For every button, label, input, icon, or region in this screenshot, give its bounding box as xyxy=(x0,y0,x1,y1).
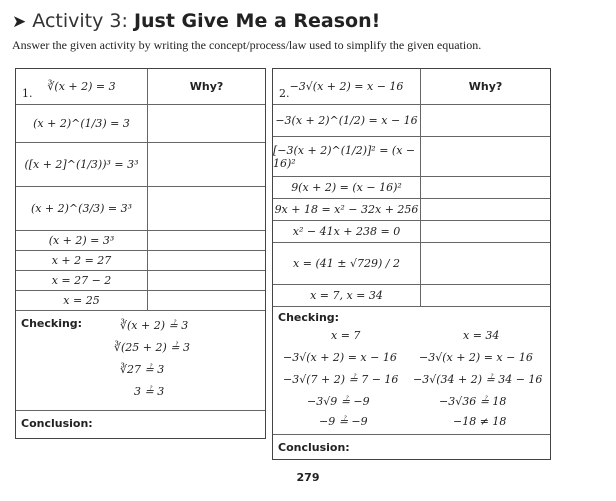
table-1-header-row xyxy=(16,69,265,105)
reason-cell[interactable] xyxy=(148,187,265,230)
table-row xyxy=(16,105,265,143)
checking-left-line: −3√9 ≟ −9 xyxy=(307,395,370,408)
checking-left-line: −9 ≟ −9 xyxy=(319,415,368,428)
reason-cell[interactable] xyxy=(148,251,265,270)
table-1-equation-cell xyxy=(16,69,148,104)
reason-cell[interactable] xyxy=(421,177,550,198)
step-cell: x = 25 xyxy=(16,291,148,310)
table-row xyxy=(273,243,550,285)
step-cell: (x + 2)^(1/3) = 3 xyxy=(16,105,148,142)
checking-line: ∛(25 + 2) ≟ 3 xyxy=(114,341,191,354)
checking-right-line: −3√(34 + 2) ≟ 34 − 16 xyxy=(413,373,543,386)
reason-cell[interactable] xyxy=(148,105,265,142)
table-row xyxy=(273,285,550,307)
step-cell: x = 7, x = 34 xyxy=(273,285,421,306)
step-cell: 9x + 18 = x² − 32x + 256 xyxy=(273,199,421,220)
step-cell: x² − 41x + 238 = 0 xyxy=(273,221,421,242)
checking-line: 3 ≟ 3 xyxy=(134,385,165,398)
checking-line: ∛27 ≟ 3 xyxy=(120,363,165,376)
table-1 xyxy=(15,68,266,439)
problem-number: 1. xyxy=(22,87,33,100)
checking-left-line: −3√(7 + 2) ≟ 7 − 16 xyxy=(283,373,399,386)
activity-name: Just Give Me a Reason! xyxy=(133,10,381,32)
table-row xyxy=(273,199,550,221)
reason-cell[interactable] xyxy=(421,105,550,136)
activity-title xyxy=(12,10,380,32)
conclusion-section xyxy=(16,411,265,437)
table-row xyxy=(16,291,265,311)
table-row xyxy=(16,231,265,251)
step-cell: (x + 2)^(3/3) = 3³ xyxy=(16,187,148,230)
instructions: Answer the given activity by writing the concept/process/law used to simplify the given equation. xyxy=(12,38,482,52)
checking-right-line: −18 ≠ 18 xyxy=(453,415,507,428)
reason-cell[interactable] xyxy=(148,291,265,310)
step-cell: x + 2 = 27 xyxy=(16,251,148,270)
reason-cell[interactable] xyxy=(421,199,550,220)
step-cell: ([x + 2]^(1/3))³ = 3³ xyxy=(16,143,148,186)
table-row xyxy=(273,105,550,137)
step-cell: x = (41 ± √729) / 2 xyxy=(273,243,421,284)
page-number: 279 xyxy=(296,471,320,484)
step-cell: [−3(x + 2)^(1/2)]² = (x − 16)² xyxy=(273,137,421,176)
checking-label: Checking: xyxy=(21,317,83,330)
checking-section xyxy=(273,307,550,435)
reason-cell[interactable] xyxy=(421,137,550,176)
conclusion-label: Conclusion: xyxy=(278,441,350,454)
reason-cell[interactable] xyxy=(421,243,550,284)
conclusion-section xyxy=(273,435,550,459)
reason-cell[interactable] xyxy=(421,285,550,306)
arrow-icon: ➤ xyxy=(12,12,27,32)
reason-cell[interactable] xyxy=(148,271,265,290)
step-cell: (x + 2) = 3³ xyxy=(16,231,148,250)
checking-line: ∛(x + 2) ≟ 3 xyxy=(120,319,189,332)
why-header: Why? xyxy=(468,80,503,93)
why-header: Why? xyxy=(189,80,224,93)
table-row xyxy=(273,177,550,199)
checking-right-line: −3√36 ≟ 18 xyxy=(439,395,507,408)
table-row xyxy=(273,137,550,177)
checking-section xyxy=(16,311,265,411)
checking-right-line: x = 34 xyxy=(463,329,500,342)
conclusion-label: Conclusion: xyxy=(21,417,93,430)
problem-equation: ∛(x + 2) = 3 xyxy=(47,80,116,93)
reason-cell[interactable] xyxy=(421,221,550,242)
checking-label: Checking: xyxy=(278,311,340,324)
problem-equation: −3√(x + 2) = x − 16 xyxy=(289,80,404,93)
reason-cell[interactable] xyxy=(148,143,265,186)
table-2-header-row xyxy=(273,69,550,105)
problem-number: 2. xyxy=(279,87,290,100)
checking-right-line: −3√(x + 2) = x − 16 xyxy=(419,351,533,364)
table-row xyxy=(16,187,265,231)
table-row xyxy=(16,251,265,271)
table-2 xyxy=(272,68,551,460)
step-cell: 9(x + 2) = (x − 16)² xyxy=(273,177,421,198)
table-row xyxy=(16,271,265,291)
table-row xyxy=(16,143,265,187)
checking-left-line: −3√(x + 2) = x − 16 xyxy=(283,351,397,364)
table-2-equation-cell xyxy=(273,69,421,104)
table-row xyxy=(273,221,550,243)
step-cell: −3(x + 2)^(1/2) = x − 16 xyxy=(273,105,421,136)
reason-cell[interactable] xyxy=(148,231,265,250)
checking-left-line: x = 7 xyxy=(331,329,361,342)
activity-label: Activity 3: xyxy=(32,10,128,32)
step-cell: x = 27 − 2 xyxy=(16,271,148,290)
